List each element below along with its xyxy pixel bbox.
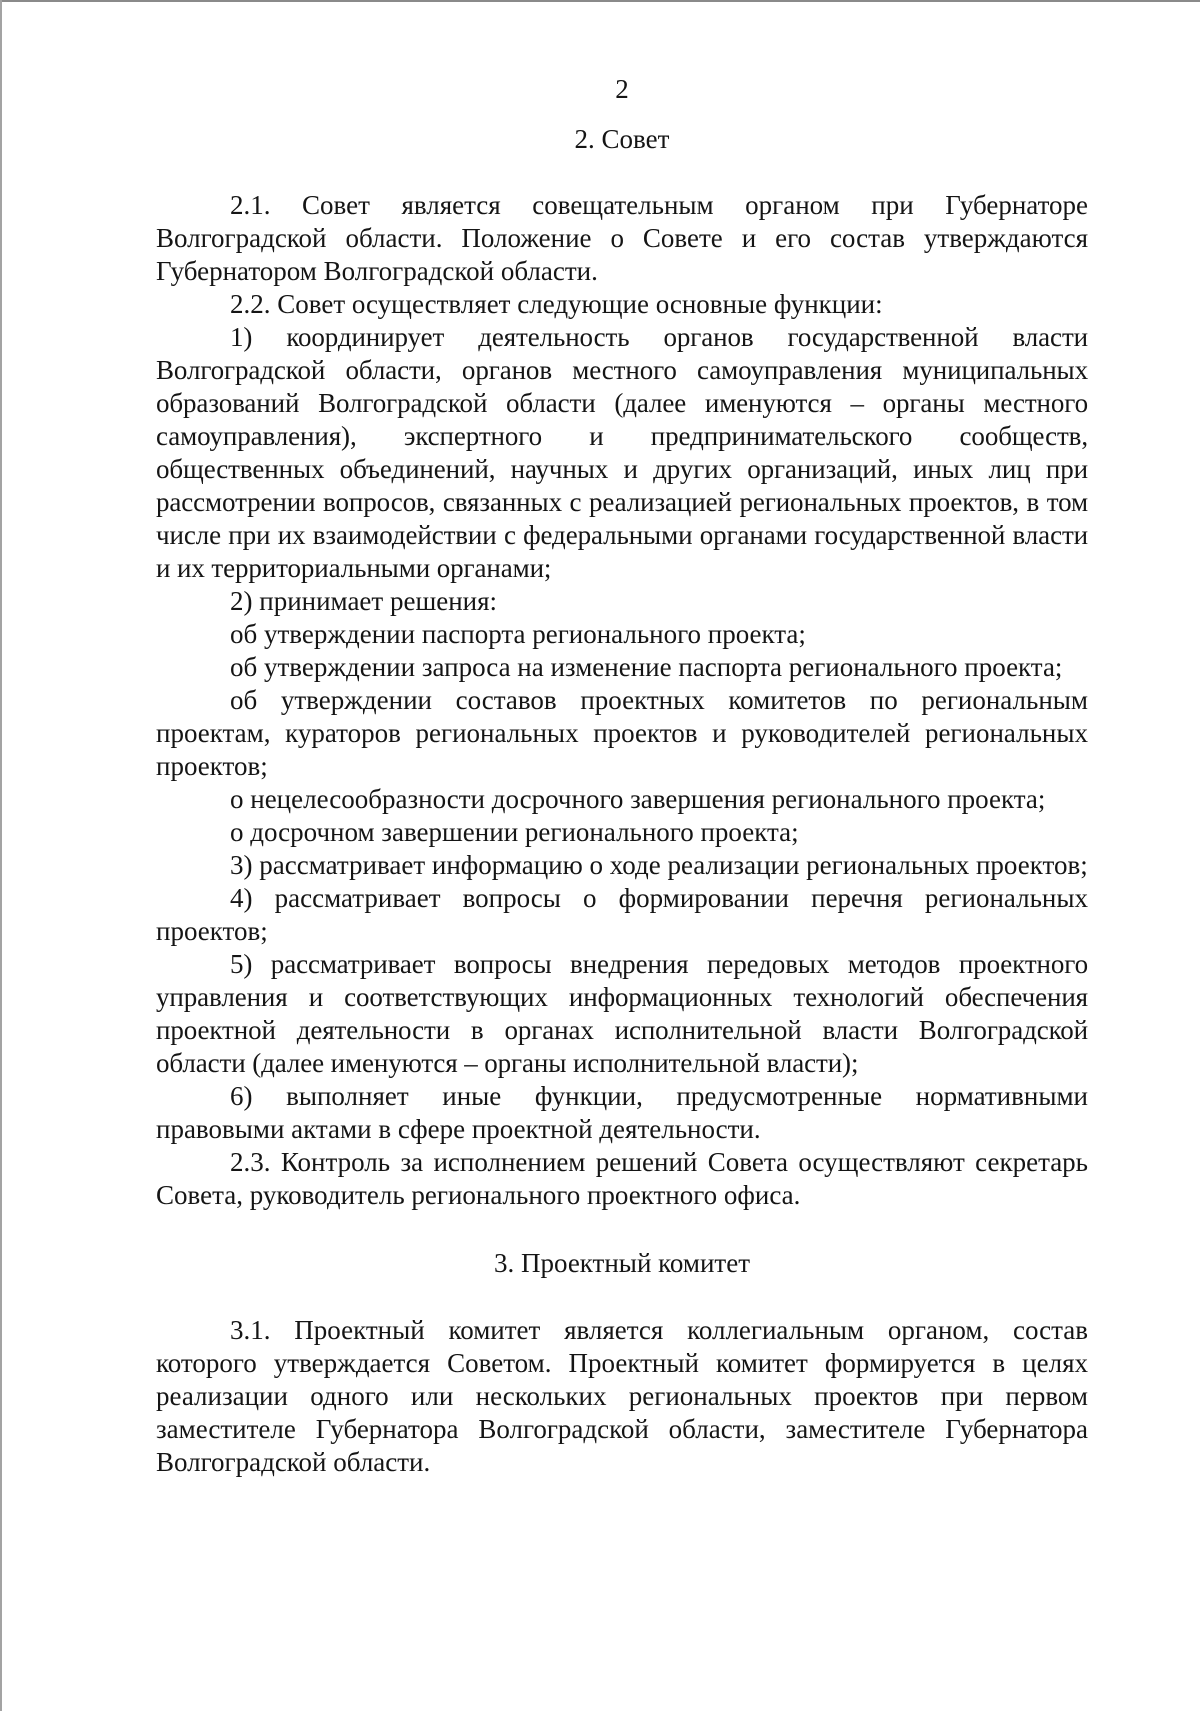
paragraph-3-1: 3.1. Проектный комитет является коллегиальным органом, состав которого утверждается Советом. Проектный комитет формируется в целях реализации одного или нескольких региональных проектов при первом заместителе Губернатора Волгоградской области, заместителе Губернатора Волгоградской области.: [156, 1315, 1088, 1477]
scan-edge-top: [0, 0, 1200, 2]
section-title-project-committee: 3. Проектный комитет: [493, 1248, 750, 1278]
list-item-5: 5) рассматривает вопросы внедрения передовых методов проектного управления и соответствующих информационных технологий обеспечения проектной деятельности в органах исполнительной власти Волгоградской области (далее именуются – органы исполнительной власти);: [156, 949, 1088, 1078]
paragraph-2-2: 2.2. Совет осуществляет следующие основные функции:: [230, 289, 883, 319]
list-item-6: 6) выполняет иные функции, предусмотренные нормативными правовыми актами в сфере проектной деятельности.: [156, 1081, 1088, 1144]
list-item-3: 3) рассматривает информацию о ходе реализации региональных проектов;: [230, 850, 1088, 880]
scan-edge-left: [0, 0, 2, 1711]
list-item-2: 2) принимает решения:: [230, 586, 498, 616]
list-item-1: 1) координирует деятельность органов государственной власти Волгоградской области, органов местного самоуправления муниципальных образований Волгоградской области (далее именуются – органы местного самоуправления), экспертного и предпринимательского сообществ, общественных объединений, научных и других организаций, иных лиц при рассмотрении вопросов, связанных с реализацией региональных проектов, в том числе при их взаимодействии с федеральными органами государственной власти и их территориальными органами;: [156, 322, 1088, 583]
page-number: 2: [615, 74, 629, 104]
section-council: [156, 122, 1088, 1212]
decision-item-passport-approval: об утверждении паспорта регионального проекта;: [230, 619, 806, 649]
section-title-council: 2. Совет: [574, 124, 670, 154]
paragraph-2-1: 2.1. Совет является совещательным органом при Губернаторе Волгоградской области. Положение о Совете и его состав утверждаются Губернатором Волгоградской области.: [156, 190, 1088, 286]
document-page: [156, 72, 1088, 1479]
decision-item-committee-composition: об утверждении составов проектных комитетов по региональным проектам, кураторов региональных проектов и руководителей региональных проектов;: [156, 685, 1088, 781]
decision-item-change-request: об утверждении запроса на изменение паспорта регионального проекта;: [230, 652, 1063, 682]
decision-item-early-completion: о досрочном завершении регионального проекта;: [230, 817, 799, 847]
paragraph-2-3: 2.3. Контроль за исполнением решений Совета осуществляют секретарь Совета, руководитель регионального проектного офиса.: [156, 1147, 1088, 1210]
decision-item-early-completion-inexpedient: о нецелесообразности досрочного завершения регионального проекта;: [230, 784, 1046, 814]
section-project-committee: [156, 1246, 1088, 1479]
list-item-4: 4) рассматривает вопросы о формировании перечня региональных проектов;: [156, 883, 1088, 946]
